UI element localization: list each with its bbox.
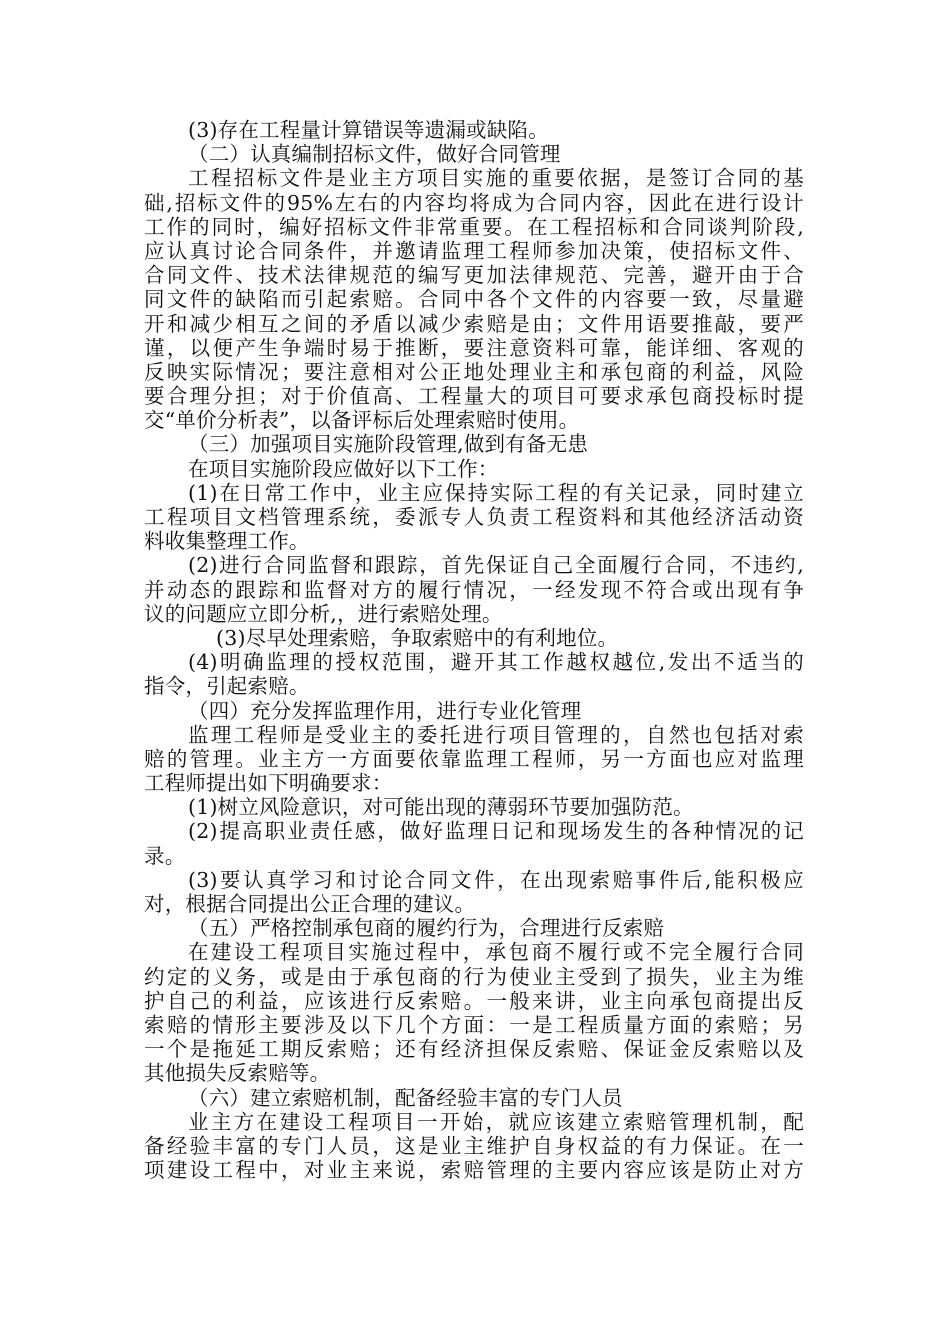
text-line: (1)在日常工作中，业主应保持实际工程的有关记录，同时建立 bbox=[188, 480, 804, 505]
text-line: 索赔的情形主要涉及以下几个方面：一是工程质量方面的索赔；另 bbox=[144, 1012, 804, 1037]
text-line: 工作的同时，编好招标文件非常重要。在工程招标和合同谈判阶段, bbox=[144, 214, 804, 239]
text-line: 议的问题应立即分析,，进行索赔处理。 bbox=[144, 601, 503, 626]
text-line: （三）加强项目实施阶段管理,做到有备无患 bbox=[188, 432, 589, 457]
text-line: 要合理分担；对于价值高、工程量大的项目可要求承包商投标时提 bbox=[144, 384, 804, 409]
text-line: 项建设工程中，对业主来说，索赔管理的主要内容应该是防止对方 bbox=[144, 1158, 804, 1183]
text-line: 料收集整理工作。 bbox=[144, 529, 310, 554]
text-line: 反映实际情况；要注意相对公正地处理业主和承包商的利益，风险 bbox=[144, 359, 804, 384]
text-line: 在项目实施阶段应做好以下工作： bbox=[188, 456, 499, 481]
text-line: 备经验丰富的专门人员，这是业主维护自身权益的有力保证。在一 bbox=[144, 1133, 804, 1158]
text-line: 同文件的缺陷而引起索赔。合同中各个文件的内容要一致，尽量避 bbox=[144, 287, 804, 312]
text-line: 赔的管理。业主方一方面要依靠监理工程师，另一方面也应对监理 bbox=[144, 746, 804, 771]
text-line: 其他损失反索赔等。 bbox=[144, 1061, 331, 1086]
text-line: 工程项目文档管理系统，委派专人负责工程资料和其他经济活动资 bbox=[144, 505, 804, 529]
text-line: 一个是拖延工期反索赔；还有经济担保反索赔、保证金反索赔以及 bbox=[144, 1037, 804, 1062]
text-line: 监理工程师是受业主的委托进行项目管理的，自然也包括对索 bbox=[188, 722, 804, 747]
text-line: 合同文件、技术法律规范的编写更加法律规范、完善，避开由于合 bbox=[144, 263, 804, 288]
text-line: （六）建立索赔机制，配备经验丰富的专门人员 bbox=[188, 1085, 623, 1110]
text-line: 应认真讨论合同条件，并邀请监理工程师参加决策，使招标文件、 bbox=[144, 238, 804, 263]
text-line: 业主方在建设工程项目一开始，就应该建立索赔管理机制，配 bbox=[188, 1109, 804, 1134]
text-line: (4)明确监理的授权范围，避开其工作越权越位,发出不适当的 bbox=[188, 650, 804, 675]
text-line: 开和减少相互之间的矛盾以减少索赔是由；文件用语要推敲，要严 bbox=[144, 311, 804, 336]
text-line: 谨，以便产生争端时易于推断，要注意资料可靠，能详细、客观的 bbox=[144, 335, 804, 360]
text-line: 指令，引起索赔。 bbox=[144, 674, 310, 699]
text-line: (2)提高职业责任感，做好监理日记和现场发生的各种情况的记 bbox=[188, 819, 804, 844]
text-line: （五）严格控制承包商的履约行为，合理进行反索赔 bbox=[188, 916, 665, 941]
text-line: (2)进行合同监督和跟踪，首先保证自己全面履行合同，不违约, bbox=[188, 553, 804, 578]
text-line: 约定的义务，或是由于承包商的行为使业主受到了损失，业主为维 bbox=[144, 964, 804, 989]
text-line: 护自己的利益，应该进行反索赔。一般来讲，业主向承包商提出反 bbox=[144, 988, 804, 1013]
text-line: 础,招标文件的95%左右的内容均将成为合同内容，因此在进行设计 bbox=[144, 190, 804, 215]
text-line: 工程招标文件是业主方项目实施的重要依据，是签订合同的基 bbox=[188, 166, 804, 191]
text-line: (3)尽早处理索赔，争取索赔中的有利地位。 bbox=[216, 625, 619, 650]
text-line: （四）充分发挥监理作用，进行专业化管理 bbox=[188, 698, 582, 723]
text-line: 在建设工程项目实施过程中，承包商不履行或不完全履行合同 bbox=[188, 940, 804, 965]
text-line: (1)树立风险意识，对可能出现的薄弱环节要加强防范。 bbox=[188, 795, 694, 820]
text-line: 录。 bbox=[144, 843, 186, 868]
text-line: 并动态的跟踪和监督对方的履行情况，一经发现不符合或出现有争 bbox=[144, 577, 804, 602]
text-line: （二）认真编制招标文件，做好合同管理 bbox=[188, 142, 561, 167]
text-line: 交“单价分析表”，以备评标后处理索赔时使用。 bbox=[144, 408, 580, 433]
text-line: (3)要认真学习和讨论合同文件，在出现索赔事件后,能积极应 bbox=[188, 867, 804, 892]
text-line: (3)存在工程量计算错误等遗漏或缺陷。 bbox=[188, 118, 549, 142]
document-body bbox=[144, 118, 804, 1182]
text-line: 对，根据合同提出公正合理的建议。 bbox=[144, 892, 476, 916]
text-line: 工程师提出如下明确要求： bbox=[144, 771, 393, 796]
